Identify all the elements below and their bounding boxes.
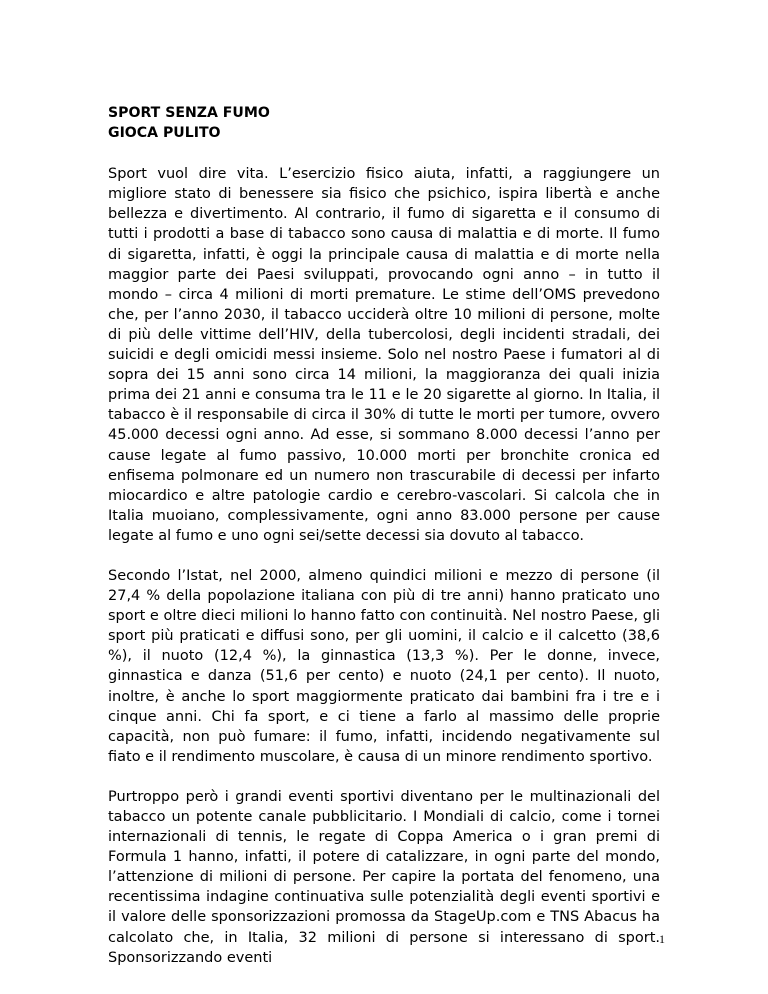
paragraph-1: Sport vuol dire vita. L’esercizio fisico aiuta, infatti, a raggiungere un migliore stato di benessere sia fisico che psichico, ispira libertà e anche bellezza e divertimento. Al contrario, il fumo di sigaretta e il consumo di tutti i prodotti a base di tabacco sono causa di malattia e di morte. Il fumo di sigaretta, infatti, è oggi la principale causa di malattia e di morte nella maggior parte dei Paesi sviluppati, provocando ogni anno – in tutto il mondo – circa 4 milioni di morti premature. Le stime dell’OMS prevedono che, per l’anno 2030, il tabacco ucciderà oltre 10 milioni di persone, molte di più delle vittime dell’HIV, della tubercolosi, degli incidenti stradali, dei suicidi e degli omicidi messi insieme. Solo nel nostro Paese i fumatori al di sopra dei 15 anni sono circa 14 milioni, la maggioranza dei quali inizia prima dei 21 anni e consuma tra le 11 e le 20 sigarette al giorno. In Italia, il tabacco è il responsabile di circa il 30% di tutte le morti per tumore, ovvero 45.000 decessi ogni anno. Ad esse, si sommano 8.000 decessi l’anno per cause legate al fumo passivo, 10.000 morti per bronchite cronica ed enfisema polmonare ed un numero non trascurabile di decessi per infarto miocardico e altre patologie cardio e cerebro-vascolari. Si calcola che in Italia muoiano, complessivamente, ogni anno 83.000 persone per cause legate al fumo e uno ogni sei/sette decessi sia dovuto al tabacco.	[108, 166, 660, 544]
page-number: 1	[659, 932, 665, 946]
page-content	[108, 103, 660, 988]
paragraph-3: Purtroppo però i grandi eventi sportivi diventano per le multinazionali del tabacco un potente canale pubblicitario. I Mondiali di calcio, come i tornei internazionali di tennis, le regate di Coppa America o i gran premi di Formula 1 hanno, infatti, il potere di catalizzare, in ogni parte del mondo, l’attenzione di milioni di persone. Per capire la portata del fenomeno, una recentissima indagine continuativa sulle potenzialità degli eventi sportivi e il valore delle sponsorizzazioni promossa da StageUp.com e TNS Abacus ha calcolato che, in Italia, 32 milioni di persone si interessano di sport. Sponsorizzando eventi	[108, 788, 660, 966]
paragraph-2: Secondo l’Istat, nel 2000, almeno quindici milioni e mezzo di persone (il 27,4 % della popolazione italiana con più di tre anni) hanno praticato uno sport e oltre dieci milioni lo hanno fatto con continuità. Nel nostro Paese, gli sport più praticati e diffusi sono, per gli uomini, il calcio e il calcetto (38,6 %), il nuoto (12,4 %), la ginnastica (13,3 %). Per le donne, invece, ginnastica e danza (51,6 per cento) e nuoto (24,1 per cento). Il nuoto, inoltre, è anche lo sport maggiormente praticato dai bambini fra i tre e i cinque anni. Chi fa sport, e ci tiene a farlo al massimo delle proprie capacità, non può fumare: il fumo, infatti, incidendo negativamente sul fiato e il rendimento muscolare, è causa di un minore rendimento sportivo.	[108, 567, 660, 765]
document-title	[108, 103, 660, 143]
title-line-1: SPORT SENZA FUMO	[108, 105, 270, 121]
title-line-2: GIOCA PULITO	[108, 125, 221, 142]
